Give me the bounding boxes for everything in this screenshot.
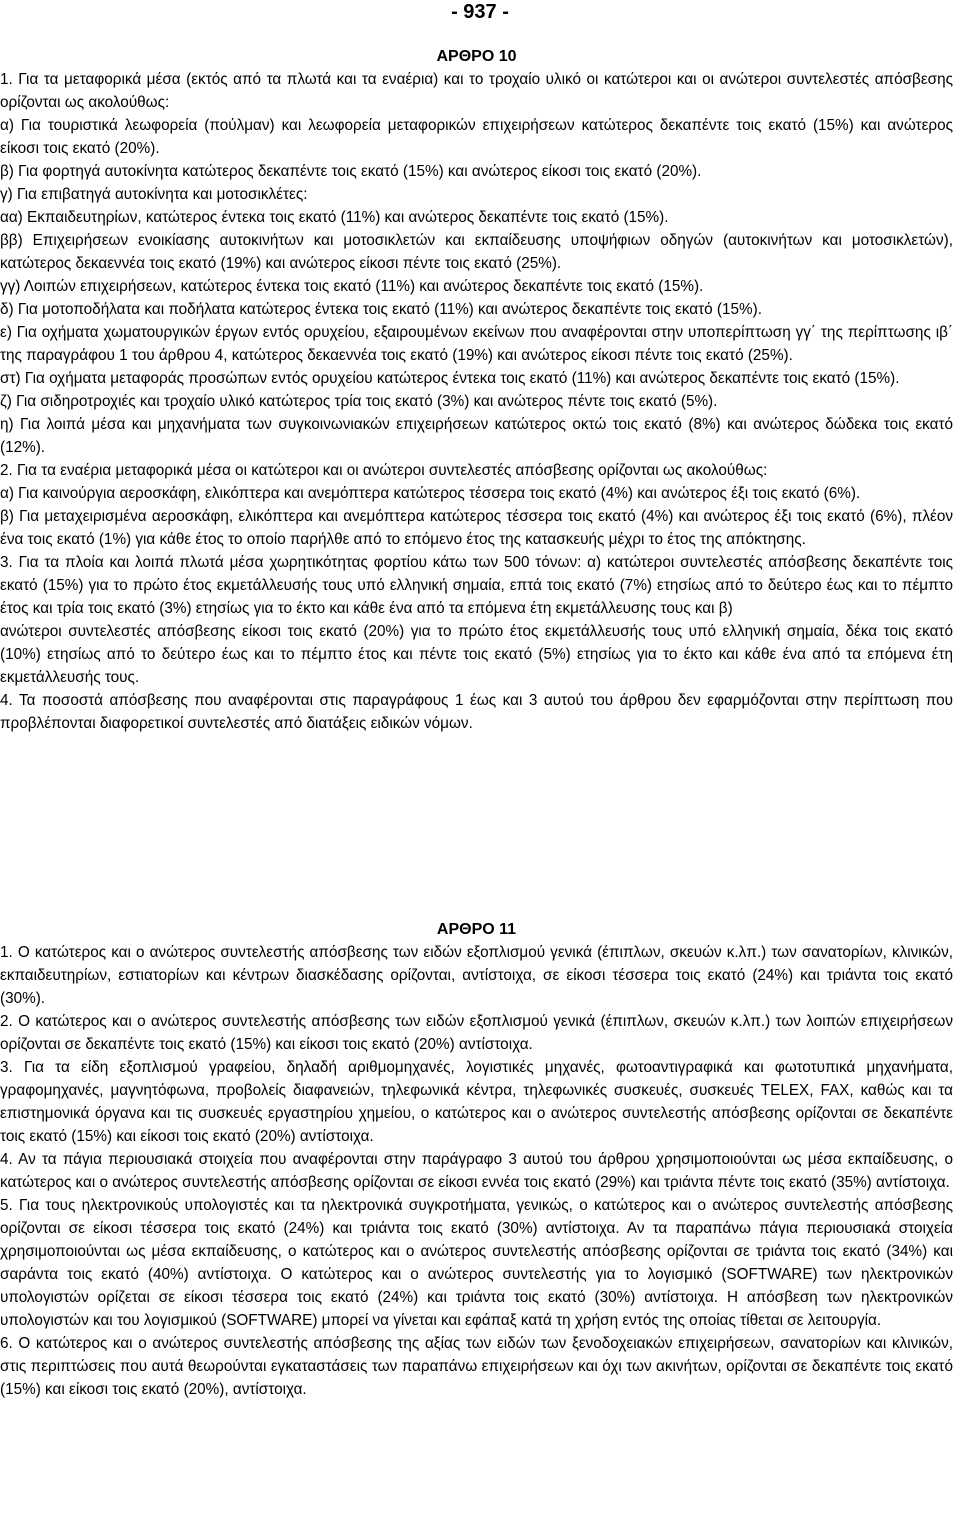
article-10-paragraph: ε) Για οχήματα χωματουργικών έργων εντός ορυχείου, εξαιρουμένων εκείνων που αναφέρονται στην υποπερίπτωση γγ΄ της περίπτωσης ιβ΄ της παραγράφου 1 του άρθρου 4, κατώτερος δεκαεννέα τοις εκατό (19%) και ανώτερος είκοσι πέντε τοις εκατό (25%). [0,324,953,364]
article-10-paragraph: δ) Για μοτοποδήλατα και ποδήλατα κατώτερος έντεκα τοις εκατό (11%) και ανώτερος δεκαπέντε τοις εκατό (15%). [0,301,762,318]
article-11-paragraph: 4. Αν τα πάγια περιουσιακά στοιχεία που αναφέρονται στην παράγραφο 3 αυτού του άρθρου χρησιμοποιούνται ως μέσα εκπαίδευσης, ο κατώτερος και ο ανώτερος συντελεστής απόσβεσης ορίζονται σε είκοσι εννέα τοις εκατό (29%) και τριάντα πέντε τοις εκατό (35%) αντίστοιχα. [0,1151,953,1191]
article-10-paragraph: γ) Για επιβατηγά αυτοκίνητα και μοτοσικλέτες: [0,186,308,203]
article-title: ΑΡΘΡΟ 11 [436,921,517,938]
article-11-paragraph: 3. Για τα είδη εξοπλισμού γραφείου, δηλαδή αριθμομηχανές, λογιστικές μηχανές, φωτοαντιγραφικά και φωτοτυπικά μηχανήματα, γραφομηχανές, μαγνητόφωνα, προβολείς διαφανειών, τηλεφωνικά κέντρα, τηλεφωνικές συσκευές, συσκευές TELEX, FAX, καθώς και τα επιστημονικά όργανα και τις συσκευές εργαστηρίου χημείου, ο κατώτερος και ο ανώτερος συντελεστής απόσβεσης ορίζονται σε δεκαπέντε τοις εκατό (15%) και είκοσι τοις εκατό (20%) αντίστοιχα. [0,1059,953,1145]
article-10-paragraph: ανώτεροι συντελεστές απόσβεσης είκοσι τοις εκατό (20%) για το πρώτο έτος εκμετάλλευσής τους υπό ελληνική σημαία, δέκα τοις εκατό (10%) ετησίως από το δεύτερο έως και το πέμπτο έτος και πέντε τοις εκατό (5%) ετησίως για το έκτο και κάθε ένα από τα επόμενα έτη εκμετάλλευσής τους. [0,623,953,686]
article-10-paragraph: 4. Τα ποσοστά απόσβεσης που αναφέρονται στις παραγράφους 1 έως και 3 αυτού του άρθρου δεν εφαρμόζονται στην περίπτωση που προβλέπονται διαφορετικοί συντελεστές από διατάξεις ειδικών νόμων. [0,692,953,732]
article-10-paragraph: 1. Για τα μεταφορικά μέσα (εκτός από τα πλωτά και τα εναέρια) και το τροχαίο υλικό οι κατώτεροι και οι ανώτεροι συντελεστές απόσβεσης ορίζονται ως ακολούθως: [0,71,953,111]
article-11-paragraph: 6. Ο κατώτερος και ο ανώτερος συντελεστής απόσβεσης της αξίας των ειδών των ξενοδοχειακών επιχειρήσεων, σανατορίων και κλινικών, στις περιπτώσεις που αυτά θεωρούνται εγκαταστάσεις των παραπάνω επιχειρήσεων και όχι των ακινήτων, ορίζονται σε δεκαπέντε τοις εκατό (15%) και είκοσι τοις εκατό (20%), αντίστοιχα. [0,1335,953,1398]
article-10-paragraph: η) Για λοιπά μέσα και μηχανήματα των συγκοινωνιακών επιχειρήσεων κατώτερος οκτώ τοις εκατό (8%) και ανώτερος δώδεκα τοις εκατό (12%). [0,416,953,456]
article-10-paragraph: γγ) Λοιπών επιχειρήσεων, κατώτερος έντεκα τοις εκατό (11%) και ανώτερος δεκαπέντε τοις εκατό (15%). [0,278,704,295]
article-11 [0,918,953,1401]
article-10-paragraph: στ) Για οχήματα μεταφοράς προσώπων εντός ορυχείου κατώτερος έντεκα τοις εκατό (11%) και ανώτερος δεκαπέντε τοις εκατό (15%). [0,370,900,387]
article-10-paragraph: ζ) Για σιδηροτροχιές και τροχαίο υλικό κατώτερος τρία τοις εκατό (3%) και ανώτερος πέντε τοις εκατό (5%). [0,393,718,410]
article-10-paragraph: 2. Για τα εναέρια μεταφορικά μέσα οι κατώτεροι και οι ανώτεροι συντελεστές απόσβεσης ορίζονται ως ακολούθως: [0,462,768,479]
article-10-paragraph: αα) Εκπαιδευτηρίων, κατώτερος έντεκα τοις εκατό (11%) και ανώτερος δεκαπέντε τοις εκατό (15%). [0,209,669,226]
article-10-paragraph: ββ) Επιχειρήσεων ενοικίασης αυτοκινήτων και μοτοσικλετών και εκπαίδευσης υποψήφιων οδηγών (αυτοκινήτων και μοτοσικλετών), κατώτερος δεκαεννέα τοις εκατό (19%) και ανώτερος είκοσι πέντε τοις εκατό (25%). [0,232,953,272]
article-10-paragraph: β) Για φορτηγά αυτοκίνητα κατώτερος δεκαπέντε τοις εκατό (15%) και ανώτερος είκοσι τοις εκατό (20%). [0,163,702,180]
article-10-paragraph: α) Για τουριστικά λεωφορεία (πούλμαν) και λεωφορεία μεταφορικών επιχειρήσεων κατώτερος δεκαπέντε τοις εκατό (15%) και ανώτερος είκοσι τοις εκατό (20%). [0,117,953,157]
article-10-paragraph: 3. Για τα πλοία και λοιπά πλωτά μέσα χωρητικότητας φορτίου κάτω των 500 τόνων: α) κατώτεροι συντελεστές απόσβεσης δεκαπέντε τοις εκατό (15%) για το πρώτο έτος εκμετάλλευσής τους υπό ελληνική σημαία, επτά τοις εκατό (7%) ετησίως από το δεύτερο έως και το πέμπτο έτος και τρία τοις εκατό (3%) ετησίως για το έκτο και κάθε ένα από τα επόμενα έτη εκμετάλλευσης τους και β) [0,554,953,617]
article-11-paragraph: 1. Ο κατώτερος και ο ανώτερος συντελεστής απόσβεσης των ειδών εξοπλισμού γενικά (έπιπλων, σκευών κ.λπ.) των σανατορίων, κλινικών, εκπαιδευτηρίων, εστιατορίων και κέντρων διασκέδασης ορίζονται, αντίστοιχα, σε είκοσι τέσσερα τοις εκατό (24%) και τριάντα τοις εκατό (30%). [0,944,953,1007]
page-number: - 937 - [451,1,509,23]
article-11-paragraph: 5. Για τους ηλεκτρονικούς υπολογιστές και τα ηλεκτρονικά συγκροτήματα, γενικώς, ο κατώτερος και ο ανώτερος συντελεστής απόσβεσης ορίζονται σε είκοσι τέσσερα τοις εκατό (24%) και τριάντα τοις εκατό (30%) αντίστοιχα. Αν τα παραπάνω πάγια περιουσιακά στοιχεία χρησιμοποιούνται ως μέσα εκπαίδευσης, ο κατώτερος και ο ανώτερος συντελεστής απόσβεσης ορίζονται σε τριάντα τοις εκατό (34%) και σαράντα τοις εκατό (40%) αντίστοιχα. Ο κατώτερος και ο ανώτερος συντελεστής για το λογισμικό (SOFTWARE) των ηλεκτρονικών υπολογιστών ορίζεται σε είκοσι τέσσερα τοις εκατό (24%) και τριάντα τοις εκατό (30%) αντίστοιχα. Η απόσβεση των ηλεκτρονικών υπολογιστών και του λογισμικού (SOFTWARE) μπορεί να γίνεται και εφάπαξ κατά τη χρήση εντός της οποίας τίθεται σε λειτουργία. [0,1197,953,1329]
article-11-paragraph: 2. Ο κατώτερος και ο ανώτερος συντελεστής απόσβεσης των ειδών εξοπλισμού γενικά (έπιπλων, σκευών κ.λπ.) των λοιπών επιχειρήσεων ορίζονται σε δεκαπέντε τοις εκατό (15%) και είκοσι τοις εκατό (20%) αντίστοιχα. [0,1013,953,1053]
article-10-paragraph: β) Για μεταχειρισμένα αεροσκάφη, ελικόπτερα και ανεμόπτερα κατώτερος τέσσερα τοις εκατό (4%) και ανώτερος έξι τοις εκατό (6%), πλέον ένα τοις εκατό (1%) για κάθε έτος το οποίο παρήλθε από το επόμενο έτος της κατασκευής μέχρι το έτος της απόκτησης. [0,508,953,548]
article-10-paragraph: α) Για καινούργια αεροσκάφη, ελικόπτερα και ανεμόπτερα κατώτερος τέσσερα τοις εκατό (4%) και ανώτερος έξι τοις εκατό (6%). [0,485,861,502]
article-title: ΑΡΘΡΟ 10 [436,48,517,65]
article-10 [0,45,953,735]
